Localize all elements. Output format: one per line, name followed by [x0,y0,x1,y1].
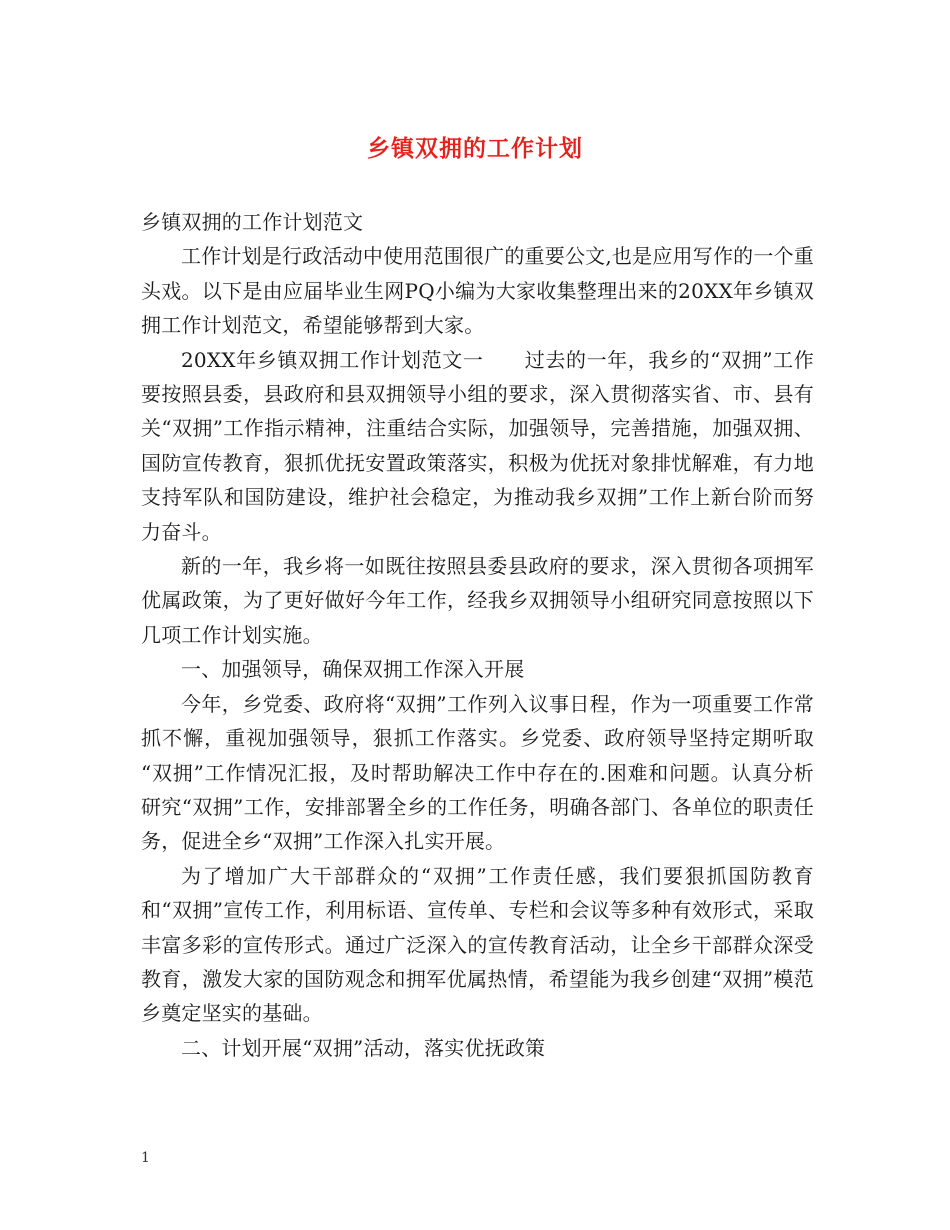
section-heading-1: 一、加强领导，确保双拥工作深入开展 [181,657,525,682]
section-heading-2: 二、计划开展“双拥”活动，落实优抚政策 [181,1035,546,1060]
document-title: 乡镇双拥的工作计划 [367,136,583,162]
paragraph-publicity: 为了增加广大干部群众的“双拥”工作责任感，我们要狠抓国防教育和“双拥”宣传工作，利用标语、宣传单、专栏和会议等多种有效形式，采取丰富多彩的宣传形式。通过广泛深入的宣传教育活动，让全乡干部群众深受教育，激发大家的国防观念和拥军优属热情，希望能为我乡创建“双拥”模范乡奠定坚实的基础。 [141,863,814,1026]
paragraph-subtitle: 乡镇双拥的工作计划范文 [141,210,364,234]
paragraph-leadership: 今年，乡党委、政府将“双拥”工作列入议事日程，作为一项重要工作常抓不懈，重视加强领导，狠抓工作落实。乡党委、政府领导坚持定期听取 “双拥”工作情况汇报，及时帮助解决工作中存在的.困难和问题。认真分析研究“双拥”工作，安排部署全乡的工作任务，明确各部门、各单位的职责任务，促进全乡“双拥”工作深入扎实开展。 [141,691,814,854]
document-body [141,205,814,1065]
page-number: 1 [141,1150,150,1166]
paragraph-past-year: 20XX年乡镇双拥工作计划范文一 过去的一年，我乡的“双拥”工作要按照县委，县政府和县双拥领导小组的要求，深入贯彻落实省、市、县有关“双拥”工作指示精神，注重结合实际，加强领导，完善措施，加强双拥、国防宣传教育，狠抓优抚安置政策落实，积极为优抚对象排忧解难，有力地支持军队和国防建设，维护社会稳定，为推动我乡双拥”工作上新台阶而努力奋斗。 [141,347,814,544]
paragraph-intro: 工作计划是行政活动中使用范围很广的重要公文,也是应用写作的一个重头戏。以下是由应届毕业生网PQ小编为大家收集整理出来的20XX年乡镇双拥工作计划范文，希望能够帮到大家。 [141,244,814,338]
paragraph-new-year: 新的一年，我乡将一如既往按照县委县政府的要求，深入贯彻各项拥军优属政策，为了更好做好今年工作，经我乡双拥领导小组研究同意按照以下几项工作计划实施。 [141,554,814,647]
